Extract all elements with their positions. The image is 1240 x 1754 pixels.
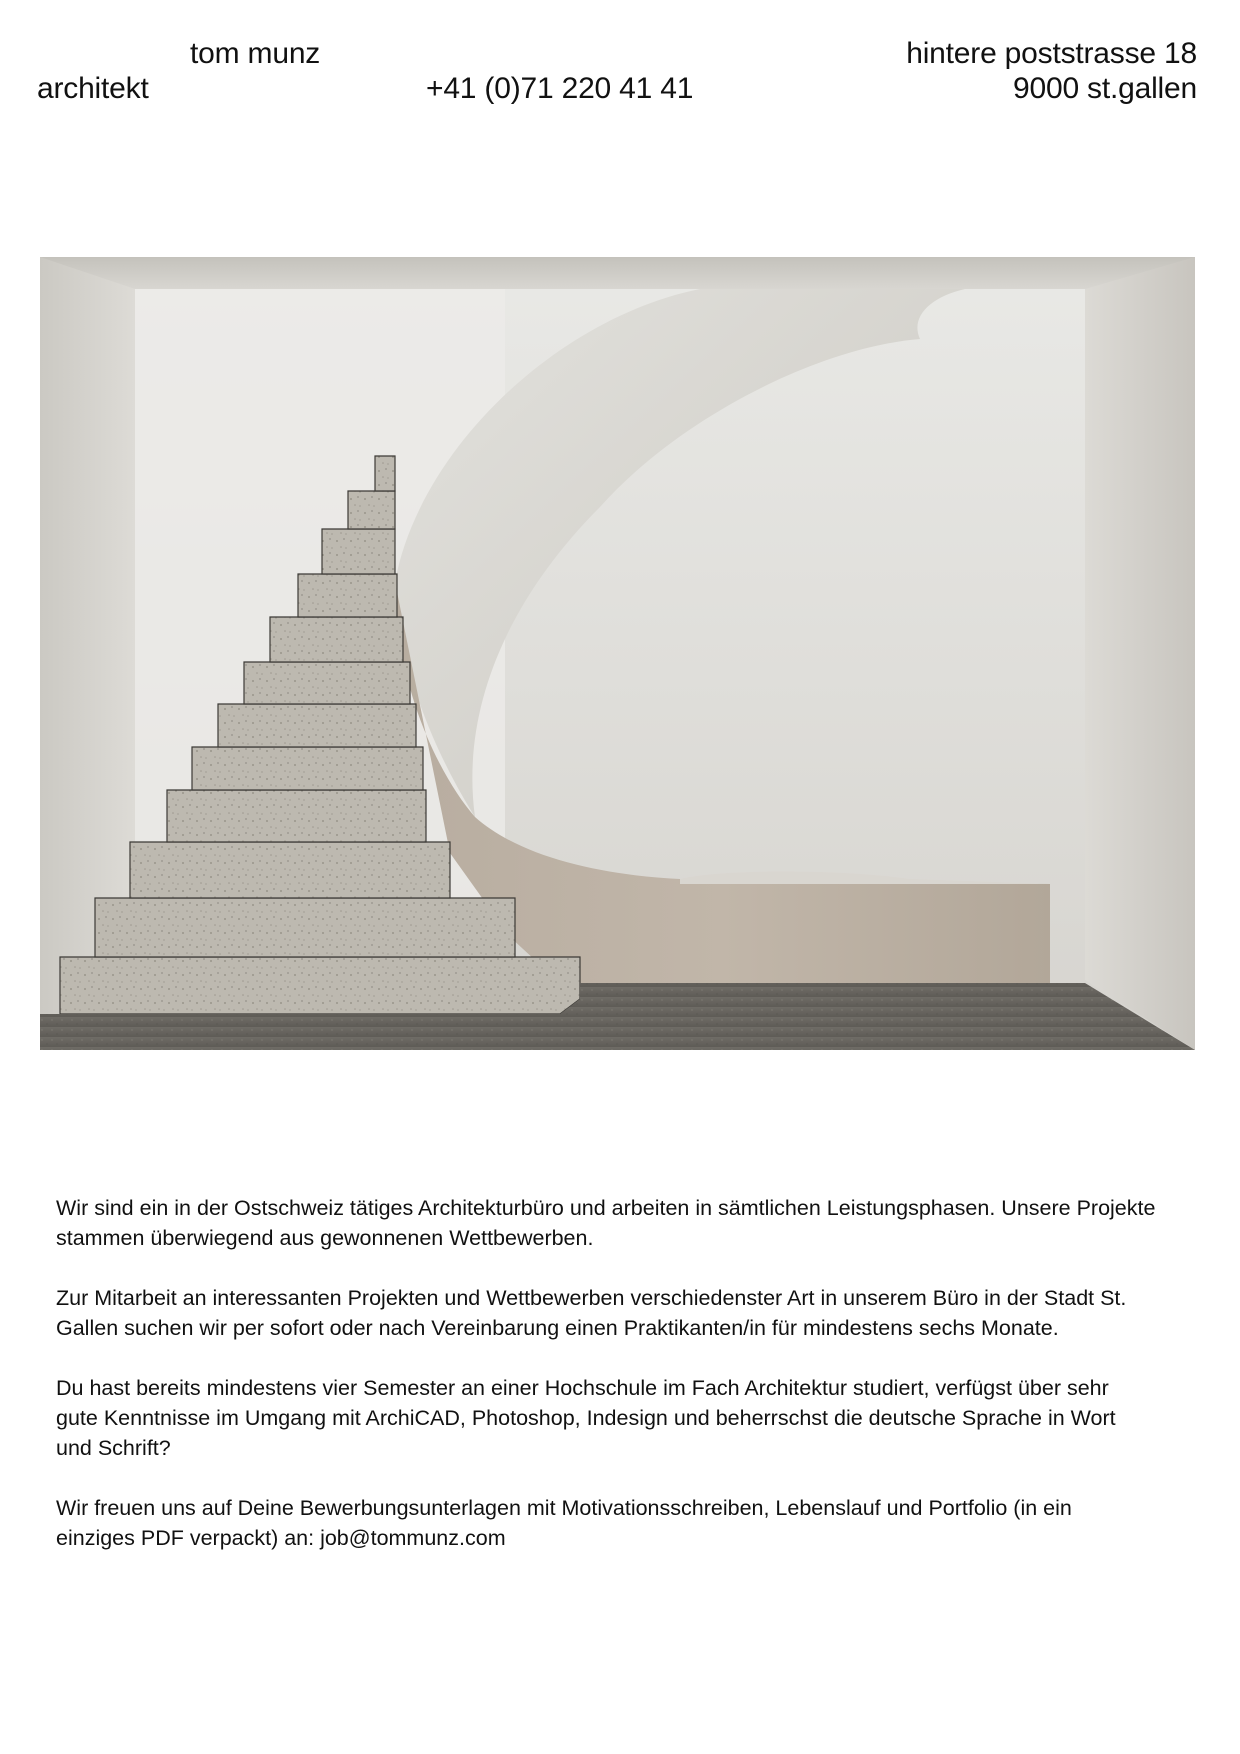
job-posting-text [56, 1193, 1156, 1583]
paragraph-position: Zur Mitarbeit an interessanten Projekten und Wettbewerben verschiedenster Art in unserem Büro in der Stadt St. Gallen suchen wir per sofort oder nach Vereinbarung einen Praktikanten/in für mindestens sechs Monate. [56, 1286, 1127, 1340]
address-city: 9000 st.gallen [1012, 72, 1197, 105]
address-street: hintere poststrasse 18 [906, 37, 1197, 70]
paragraph-intro: Wir sind ein in der Ostschweiz tätiges Architekturbüro und arbeiten in sämtlichen Leistungsphasen. Unsere Projekte stammen überwiegend aus gewonnenen Wettbewerben. [56, 1196, 1156, 1250]
staircase-photo [40, 257, 1195, 1050]
office-name: tom munz [190, 37, 321, 70]
phone-number: +41 (0)71 220 41 41 [426, 72, 694, 105]
office-role: architekt [37, 72, 149, 105]
paragraph-application: Wir freuen uns auf Deine Bewerbungsunterlagen mit Motivationsschreiben, Lebenslauf und Portfolio (in ein einziges PDF verpackt) an: job@tommunz.com [56, 1496, 1072, 1550]
paragraph-requirements: Du hast bereits mindestens vier Semester an einer Hochschule im Fach Architektur studiert, verfügst über sehr gute Kenntnisse im Umgang mit ArchiCAD, Photoshop, Indesign und beherrschst die deutsche Sprache in Wort und Schrift? [56, 1376, 1116, 1460]
